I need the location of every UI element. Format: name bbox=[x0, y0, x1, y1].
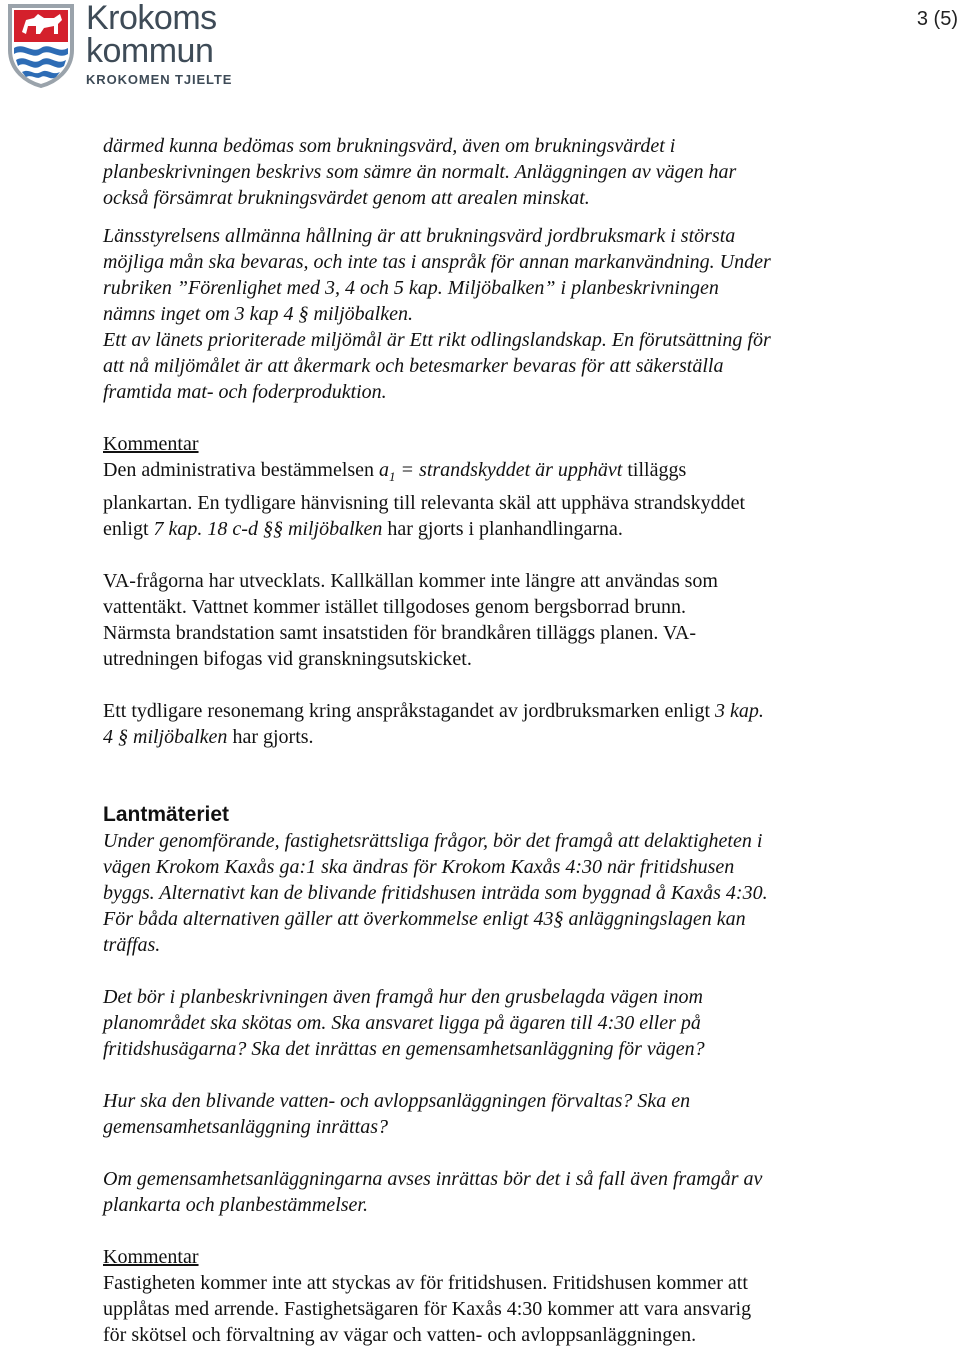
paragraph-miljomal: Ett av länets prioriterade miljömål är Ett rikt odlingslandskap. En förutsättning för att nå miljömålet är att åkermark och betesmarker bevaras för att säkerställa framtida mat- och foderproduktion. bbox=[103, 329, 771, 403]
paragraph-lm-grusvag: Det bör i planbeskrivningen även framgå hur den grusbelagda vägen inom planområdet ska skötas om. Ska ansvaret ligga på ägaren till 4:30 eller på fritidshusägarna? Ska det inrättas en gemensamhetsanläggning för vägen? bbox=[103, 986, 705, 1060]
subscript: 1 bbox=[389, 469, 396, 484]
paragraph-va-fragor: VA-frågorna har utvecklats. Kallkällan kommer inte längre att användas som vattentäkt. Vattnet kommer istället tillgodoses genom bergsborrad brunn. Närmsta brandstation samt insatstiden för brandkåren tilläggs planen. VA- utredningen bifogas vid granskningsutskicket. bbox=[103, 570, 718, 670]
kommentar-heading: Kommentar bbox=[103, 1246, 199, 1268]
text-run: a bbox=[379, 459, 390, 481]
krokoms-kommun-logo bbox=[4, 2, 78, 88]
spacer bbox=[103, 1140, 883, 1166]
paragraph-lm-va-forvaltning: Hur ska den blivande vatten- och avloppsanläggningen förvaltas? Ska en gemensamhetsanläggning inrättas? bbox=[103, 1090, 691, 1138]
brand-name-line2: kommun bbox=[86, 32, 214, 70]
page-header bbox=[0, 0, 960, 100]
brand-name-line1: Krokoms bbox=[86, 0, 217, 37]
text-run: 3 kap. 4 § miljöbalken bbox=[103, 700, 764, 748]
spacer bbox=[103, 405, 883, 431]
paragraph-lm-gemensamhetsanlaggning: Om gemensamhetsanläggningarna avses inrättas bör det i så fall även framgår av plankarta och planbestämmelser. bbox=[103, 1168, 763, 1216]
brand-sami-name: KROKOMEN TJIELTE bbox=[86, 72, 233, 87]
spacer bbox=[103, 542, 883, 568]
page-number: 3 (5) bbox=[916, 8, 958, 30]
spacer bbox=[103, 958, 883, 984]
text-run: har gjorts i planhandlingarna. bbox=[382, 518, 623, 540]
text-run: = strandskyddet är upphävt bbox=[395, 459, 623, 481]
spacer bbox=[103, 211, 883, 223]
text-run: har gjorts. bbox=[227, 726, 314, 748]
document-body bbox=[103, 133, 883, 1348]
text-run: Den administrativa bestämmelsen bbox=[103, 459, 380, 481]
text-run: tilläggs plankartan. En tydligare hänvisning till relevanta skäl att upphäva strandskyddet enligt bbox=[103, 459, 746, 540]
text-run: 7 kap. 18 c-d §§ miljöbalken bbox=[153, 518, 383, 540]
paragraph-lansstyrelsen-hallning: Länsstyrelsens allmänna hållning är att brukningsvärd jordbruksmark i största möjliga mån ska bevaras, och inte tas i anspråk för annan markanvändning. Under rubriken ”Förenlighet med 3, 4 och 5 kap. Miljöbalken” i planbeskrivningen nämns inget om 3 kap 4 § miljöbalken. bbox=[103, 225, 771, 325]
spacer bbox=[103, 750, 883, 802]
paragraph-jordbruksmark bbox=[103, 698, 883, 750]
section-title-lantmateriet: Lantmäteriet bbox=[103, 803, 230, 826]
kommentar-strandskydd bbox=[103, 457, 883, 542]
spacer bbox=[103, 1062, 883, 1088]
spacer bbox=[103, 672, 883, 698]
kommentar-fastighet: Fastigheten kommer inte att styckas av för fritidshusen. Fritidshusen kommer att upplåtas med arrende. Fastighetsägaren för Kaxås 4:30 kommer att vara ansvarig för skötsel och förvaltning av vägar och vatten- och avloppsanläggningen. bbox=[103, 1272, 752, 1346]
kommentar-heading: Kommentar bbox=[103, 433, 199, 455]
text-run: Ett tydligare resonemang kring anspråkstagandet av jordbruksmarken enligt bbox=[103, 700, 716, 722]
spacer bbox=[103, 1218, 883, 1244]
brand-wordmark bbox=[86, 2, 232, 87]
paragraph-brukningsvard: därmed kunna bedömas som brukningsvärd, även om brukningsvärdet i planbeskrivningen beskrivs som sämre än normalt. Anläggningen av vägen har också försämrat brukningsvärdet genom att arealen minskat. bbox=[103, 135, 737, 209]
paragraph-lm-genomforande: Under genomförande, fastighetsrättsliga frågor, bör det framgå att delaktigheten i vägen Krokom Kaxås ga:1 ska ändras för Krokom Kaxås 4:30 när fritidshusen byggs. Alternativt kan de blivande fritidshusen inträda som byggnad å Kaxås 4:30. För båda alternativen gäller att överkommelse enligt 43§ anläggningslagen kan träffas. bbox=[103, 830, 768, 956]
